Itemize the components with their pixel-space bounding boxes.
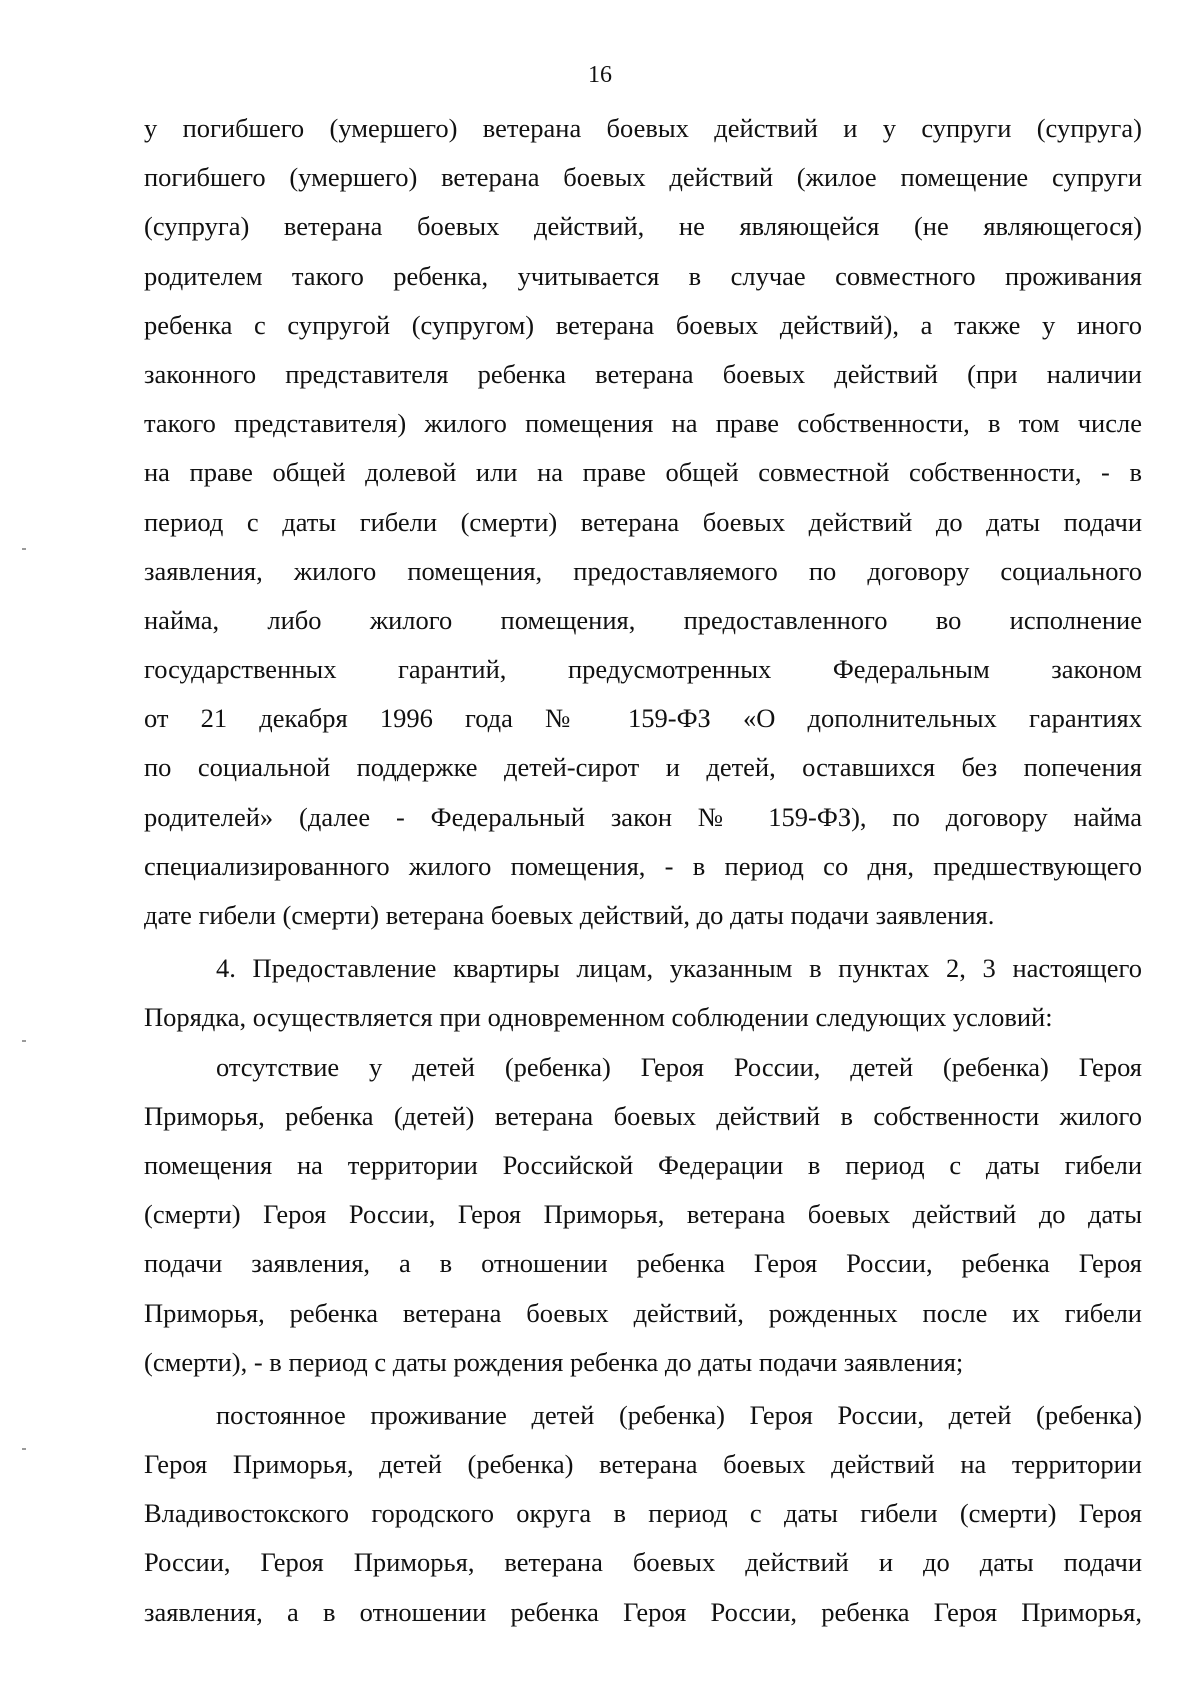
- text-line: Героя Приморья, детей (ребенка) ветерана боевых действий на территории: [144, 1449, 1142, 1480]
- text-line: России, Героя Приморья, ветерана боевых действий и до даты подачи: [144, 1547, 1142, 1578]
- text-line: 4. Предоставление квартиры лицам, указанным в пунктах 2, 3 настоящего: [216, 953, 1142, 984]
- margin-scan-mark: [22, 1448, 26, 1450]
- page-number: 16: [588, 62, 612, 88]
- text-line: по социальной поддержке детей-сирот и детей, оставшихся без попечения: [144, 752, 1142, 783]
- text-line: такого представителя) жилого помещения на праве собственности, в том числе: [144, 408, 1142, 439]
- text-line: Приморья, ребенка (детей) ветерана боевых действий в собственности жилого: [144, 1100, 1142, 1131]
- text-line: Порядка, осуществляется при одновременном соблюдении следующих условий:: [144, 1002, 1053, 1033]
- text-line: заявления, жилого помещения, предоставляемого по договору социального: [144, 555, 1142, 586]
- margin-scan-mark: [22, 1040, 26, 1042]
- text-line: погибшего (умершего) ветерана боевых действий (жилое помещение супруги: [144, 162, 1142, 193]
- text-line: ребенка с супругой (супругом) ветерана боевых действий), а также у иного: [144, 309, 1142, 340]
- text-line: родителей» (далее - Федеральный закон № 159-ФЗ), по договору найма: [144, 801, 1142, 832]
- text-line: заявления, а в отношении ребенка Героя России, ребенка Героя Приморья,: [144, 1596, 1142, 1627]
- text-line: постоянное проживание детей (ребенка) Героя России, детей (ребенка): [216, 1399, 1142, 1430]
- margin-scan-mark: [22, 548, 26, 550]
- text-line: (смерти), - в период с даты рождения ребенка до даты подачи заявления;: [144, 1346, 964, 1377]
- text-line: государственных гарантий, предусмотренных Федеральным законом: [144, 654, 1142, 685]
- text-line: Владивостокского городского округа в период с даты гибели (смерти) Героя: [144, 1498, 1142, 1529]
- document-body: [144, 104, 1142, 1637]
- text-line: у погибшего (умершего) ветерана боевых действий и у супруги (супруга): [144, 113, 1142, 143]
- text-line: Приморья, ребенка ветерана боевых действий, рожденных после их гибели: [144, 1297, 1142, 1328]
- text-line: родителем такого ребенка, учитывается в случае совместного проживания: [144, 260, 1142, 291]
- text-line: от 21 декабря 1996 года № 159-ФЗ «О дополнительных гарантиях: [144, 703, 1142, 734]
- text-line: найма, либо жилого помещения, предоставленного во исполнение: [144, 604, 1142, 635]
- text-line: подачи заявления, а в отношении ребенка Героя России, ребенка Героя: [144, 1248, 1142, 1279]
- text-line: на праве общей долевой или на праве общей совместной собственности, - в: [144, 457, 1142, 488]
- text-line: отсутствие у детей (ребенка) Героя России, детей (ребенка) Героя: [216, 1051, 1142, 1082]
- text-line: период с даты гибели (смерти) ветерана боевых действий до даты подачи: [144, 506, 1142, 537]
- text-line: помещения на территории Российской Федерации в период с даты гибели: [144, 1149, 1142, 1180]
- text-line: законного представителя ребенка ветерана боевых действий (при наличии: [144, 358, 1142, 389]
- text-line: специализированного жилого помещения, - в период со дня, предшествующего: [144, 850, 1142, 881]
- text-line: (супруга) ветерана боевых действий, не являющейся (не являющегося): [144, 211, 1142, 242]
- text-line: дате гибели (смерти) ветерана боевых действий, до даты подачи заявления.: [144, 900, 995, 930]
- text-line: (смерти) Героя России, Героя Приморья, ветерана боевых действий до даты: [144, 1199, 1142, 1230]
